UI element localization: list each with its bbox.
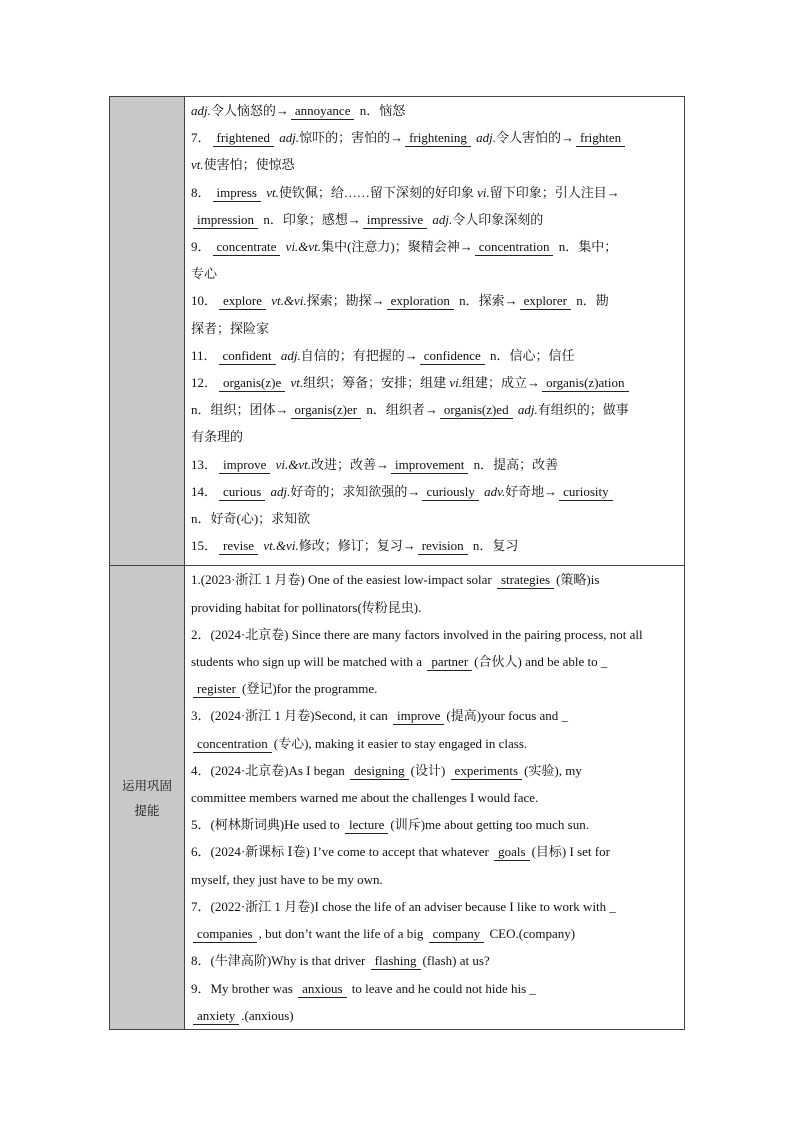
line-text: (合伙人) and be able to _ bbox=[474, 654, 608, 670]
line-text: 好奇的；求知欲强的→ bbox=[290, 483, 421, 499]
line-text: 修改；修订；复习→ bbox=[298, 538, 416, 554]
line-text: (登记)for the programme. bbox=[241, 681, 378, 697]
line-text: n．复习 bbox=[469, 538, 519, 554]
practice-line bbox=[191, 866, 678, 893]
line-text: n．组织者→ bbox=[363, 402, 438, 418]
answer-blank: organis(z)er bbox=[291, 401, 362, 419]
practice-line bbox=[191, 975, 678, 1002]
practice-line bbox=[191, 893, 678, 920]
line-text: 有条理的 bbox=[191, 429, 244, 445]
line-text: .(anxious) bbox=[241, 1007, 294, 1023]
vocab-line bbox=[191, 396, 678, 423]
line-text: 7． bbox=[191, 130, 211, 146]
answer-blank: curiously bbox=[422, 483, 478, 501]
vocab-line bbox=[191, 287, 678, 314]
answer-blank: companies bbox=[193, 925, 257, 943]
practice-line bbox=[191, 675, 678, 702]
part-of-speech: vt.&vi. bbox=[263, 538, 299, 554]
answer-blank: anxiety bbox=[193, 1007, 239, 1025]
answer-blank: flashing bbox=[371, 952, 421, 970]
line-text: 8． bbox=[191, 184, 211, 200]
answer-blank: curious bbox=[219, 483, 265, 501]
line-text: 8．(牛津高阶)Why is that driver bbox=[191, 953, 369, 969]
practice-row bbox=[110, 566, 685, 1029]
line-text: n．集中； bbox=[555, 239, 618, 255]
answer-blank: partner bbox=[427, 653, 472, 671]
line-text: , but don’t want the life of a big bbox=[258, 926, 427, 942]
line-text: 集中(注意力)；聚精会神→ bbox=[321, 239, 473, 255]
line-text: 3．(2024·浙江 1 月卷)Second, it can bbox=[191, 708, 392, 724]
answer-blank: anxious bbox=[298, 980, 346, 998]
vocab-line bbox=[191, 369, 678, 396]
answer-blank: company bbox=[429, 925, 485, 943]
practice-line bbox=[191, 566, 678, 593]
vocab-line bbox=[191, 206, 678, 233]
line-text: 改进；改善→ bbox=[310, 456, 389, 472]
line-text: students who sign up will be matched with a bbox=[191, 654, 426, 670]
vocabulary-label-cell bbox=[110, 97, 185, 566]
answer-blank: confident bbox=[219, 347, 276, 365]
vocab-line bbox=[191, 97, 678, 124]
line-text: 13． bbox=[191, 456, 218, 472]
line-text: (专心), making it easier to stay engaged in class. bbox=[273, 735, 528, 751]
line-text: 使钦佩；给……留下深刻的好印象 bbox=[278, 184, 478, 200]
line-text: committee members warned me about the challenges I would face. bbox=[191, 790, 539, 806]
part-of-speech: vt. bbox=[290, 375, 304, 391]
vocab-line bbox=[191, 315, 678, 342]
answer-blank: impress bbox=[213, 184, 261, 202]
line-text: (设计) bbox=[410, 762, 449, 778]
vocabulary-row bbox=[110, 97, 685, 566]
part-of-speech: adv. bbox=[484, 483, 506, 499]
line-text: (策略)is bbox=[556, 572, 600, 588]
vocab-line bbox=[191, 478, 678, 505]
answer-blank: improve bbox=[219, 456, 270, 474]
answer-blank: organis(z)ation bbox=[542, 374, 628, 392]
line-text: n．信心；信任 bbox=[486, 347, 575, 363]
practice-line bbox=[191, 920, 678, 947]
line-text: 10． bbox=[191, 293, 218, 309]
answer-blank: impressive bbox=[363, 211, 427, 229]
part-of-speech: vt. bbox=[191, 157, 204, 173]
line-text: n．勘 bbox=[572, 293, 609, 309]
answer-blank: revise bbox=[219, 537, 258, 555]
line-text: 好奇地→ bbox=[505, 483, 558, 499]
vocab-line bbox=[191, 532, 678, 559]
practice-label-line1: 运用巩固 bbox=[121, 777, 172, 793]
answer-blank: improvement bbox=[391, 456, 468, 474]
line-text: CEO.(company) bbox=[486, 926, 576, 942]
practice-label-line2: 提能 bbox=[134, 802, 160, 818]
vocab-line bbox=[191, 451, 678, 478]
vocab-line bbox=[191, 179, 678, 206]
part-of-speech: adj. bbox=[270, 483, 291, 499]
practice-line bbox=[191, 594, 678, 621]
line-text: n．恼怒 bbox=[356, 103, 406, 118]
line-text: (目标) I set for bbox=[531, 844, 610, 860]
answer-blank: impression bbox=[193, 211, 258, 229]
answer-blank: organis(z)ed bbox=[440, 401, 513, 419]
line-text: 7．(2022·浙江 1 月卷)I chose the life of an adviser because I like to work with _ bbox=[191, 898, 616, 914]
vocab-line bbox=[191, 124, 678, 151]
line-text: 组建；成立→ bbox=[462, 375, 541, 391]
part-of-speech: vt.&vi. bbox=[271, 293, 307, 309]
line-text: 探索；勘探→ bbox=[306, 293, 385, 309]
part-of-speech: vi.&vt. bbox=[275, 456, 311, 472]
answer-blank: improve bbox=[393, 707, 444, 725]
line-text: 令人印象深刻的 bbox=[452, 211, 544, 227]
line-text: 专心 bbox=[191, 266, 218, 282]
line-text: providing habitat for pollinators(传粉昆虫). bbox=[191, 599, 422, 615]
line-text: n．探索→ bbox=[455, 293, 518, 309]
line-text: (flash) at us? bbox=[422, 953, 490, 969]
line-text: 令人恼怒的→ bbox=[210, 103, 289, 118]
line-text: 组织；筹备；安排；组建 bbox=[303, 375, 450, 391]
answer-blank: frightening bbox=[405, 129, 471, 147]
practice-list bbox=[185, 566, 684, 1028]
answer-blank: frightened bbox=[213, 129, 274, 147]
line-text: 14． bbox=[191, 483, 218, 499]
line-text: (训斥)me about getting too much sun. bbox=[390, 817, 589, 833]
vocab-line bbox=[191, 260, 678, 287]
practice-line bbox=[191, 811, 678, 838]
answer-blank: revision bbox=[418, 537, 468, 555]
answer-blank: confidence bbox=[420, 347, 485, 365]
line-text: n．印象；感想→ bbox=[260, 211, 361, 227]
part-of-speech: vi.&vt. bbox=[285, 239, 322, 255]
part-of-speech: adj. bbox=[476, 130, 496, 146]
part-of-speech: vi. bbox=[449, 375, 463, 391]
practice-line bbox=[191, 730, 678, 757]
line-text: n．提高；改善 bbox=[470, 456, 559, 472]
part-of-speech: vi. bbox=[477, 184, 490, 200]
answer-blank: lecture bbox=[345, 816, 388, 834]
practice-line bbox=[191, 648, 678, 675]
answer-blank: strategies bbox=[497, 571, 554, 589]
line-text: 11． bbox=[191, 347, 217, 363]
part-of-speech: adj. bbox=[517, 402, 538, 418]
line-text: 15． bbox=[191, 538, 218, 554]
answer-blank: annoyance bbox=[291, 102, 355, 120]
line-text: 12． bbox=[191, 375, 218, 391]
line-text: myself, they just have to be my own. bbox=[191, 871, 383, 887]
practice-content-cell bbox=[185, 566, 685, 1029]
answer-blank: concentration bbox=[193, 735, 272, 753]
worksheet-table bbox=[109, 96, 685, 1030]
line-text: 探者；探险家 bbox=[191, 320, 270, 336]
answer-blank: explorer bbox=[520, 292, 571, 310]
answer-blank: experiments bbox=[451, 762, 523, 780]
line-text: (提高)your focus and _ bbox=[446, 708, 569, 724]
part-of-speech: adj. bbox=[432, 211, 453, 227]
practice-line bbox=[191, 784, 678, 811]
answer-blank: exploration bbox=[387, 292, 454, 310]
vocab-line bbox=[191, 233, 678, 260]
practice-line bbox=[191, 621, 678, 648]
line-text: 惊吓的；害怕的→ bbox=[299, 130, 404, 146]
part-of-speech: vt. bbox=[266, 184, 279, 200]
part-of-speech: adj. bbox=[279, 130, 300, 146]
line-text: 自信的；有把握的→ bbox=[300, 347, 418, 363]
line-text: n．好奇(心)；求知欲 bbox=[191, 511, 311, 527]
line-text: to leave and he could not hide his _ bbox=[348, 980, 536, 996]
vocab-line bbox=[191, 151, 678, 178]
line-text: 留下印象；引人注目→ bbox=[489, 184, 620, 200]
answer-blank: frighten bbox=[576, 129, 625, 147]
part-of-speech: adj. bbox=[280, 347, 301, 363]
answer-blank: register bbox=[193, 680, 240, 698]
line-text: 5．(柯林斯词典)He used to bbox=[191, 817, 344, 833]
line-text: 4．(2024·北京卷)As I began bbox=[191, 762, 349, 778]
vocab-line bbox=[191, 505, 678, 532]
answer-blank: designing bbox=[350, 762, 409, 780]
practice-line bbox=[191, 757, 678, 784]
vocabulary-content-cell bbox=[185, 97, 685, 566]
practice-line bbox=[191, 1002, 678, 1029]
vocabulary-list bbox=[185, 97, 684, 565]
practice-line bbox=[191, 702, 678, 729]
line-text: 使害怕；使惊恐 bbox=[203, 157, 295, 173]
line-text: 9．My brother was bbox=[191, 980, 297, 996]
vocab-line bbox=[191, 342, 678, 369]
line-text: n．组织；团体→ bbox=[191, 402, 289, 418]
answer-blank: concentrate bbox=[213, 238, 281, 256]
line-text: 有组织的；做事 bbox=[537, 402, 629, 418]
part-of-speech: adj. bbox=[191, 103, 211, 118]
practice-label-cell bbox=[110, 566, 185, 1029]
line-text: 9． bbox=[191, 239, 211, 255]
line-text: 令人害怕的→ bbox=[495, 130, 574, 146]
answer-blank: goals bbox=[494, 843, 529, 861]
practice-line bbox=[191, 838, 678, 865]
answer-blank: curiosity bbox=[559, 483, 613, 501]
vocab-line bbox=[191, 423, 678, 450]
line-text: 1.(2023·浙江 1 月卷) One of the easiest low-impact solar bbox=[191, 572, 495, 588]
line-text: 6．(2024·新课标 Ⅰ卷) I’ve come to accept that whatever bbox=[191, 844, 493, 860]
answer-blank: concentration bbox=[475, 238, 554, 256]
practice-line bbox=[191, 947, 678, 974]
line-text: (实验), my bbox=[524, 762, 582, 778]
answer-blank: organis(z)e bbox=[219, 374, 285, 392]
answer-blank: explore bbox=[219, 292, 266, 310]
line-text: 2．(2024·北京卷) Since there are many factors involved in the pairing process, not all bbox=[191, 626, 643, 642]
